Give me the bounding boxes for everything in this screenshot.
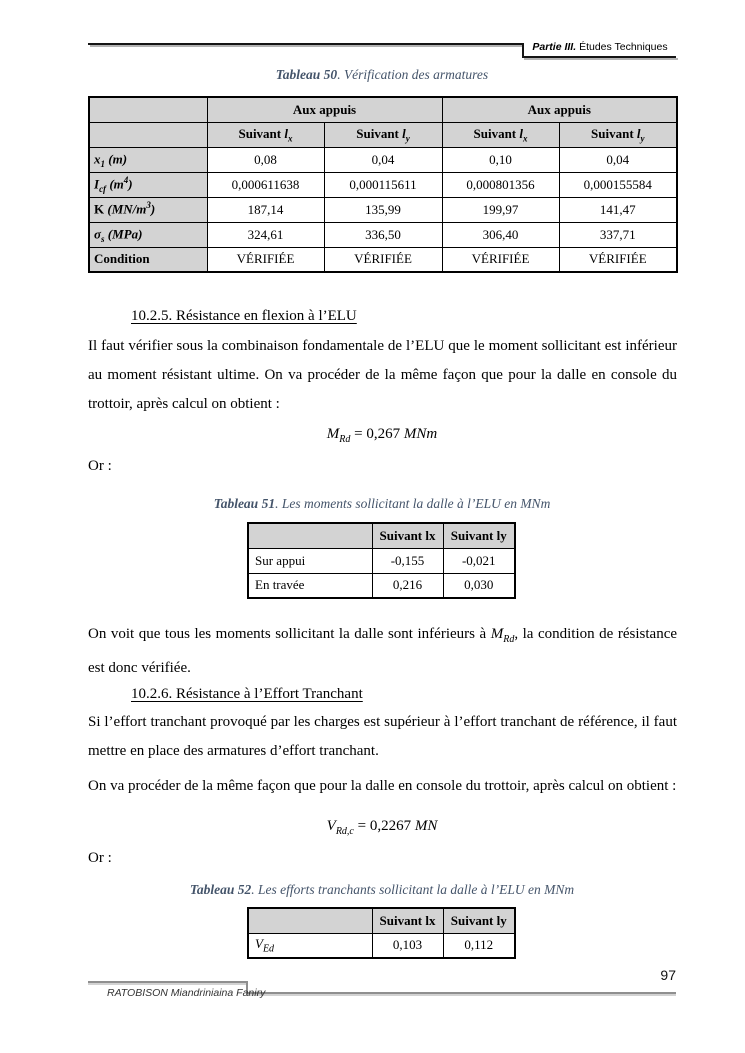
cell-value: 306,40: [442, 222, 559, 247]
paragraph: On voit que tous les moments sollicitant la dalle sont inférieurs à $M_{Rd}$, la condition de résistance est donc vérifiée.: [88, 626, 678, 676]
cell-value: 0,030: [443, 573, 515, 598]
table-row: [89, 222, 677, 247]
table-row: [89, 147, 677, 172]
footer-rule-right: [246, 992, 676, 994]
row-label: $I_{cf}$ $(m^4)$: [89, 172, 207, 197]
or-label: Or :: [88, 458, 112, 474]
cell-value: 0,08: [207, 147, 324, 172]
footer-author: RATOBISON Miandriniaina Faniry: [107, 987, 266, 999]
section-heading-1026: 10.2.6. Résistance à l’Effort Tranchant: [131, 686, 363, 702]
or-label: Or :: [88, 850, 112, 866]
section-heading-1025: 10.2.5. Résistance en flexion à l’ELU: [131, 308, 357, 324]
cell-value: 0,103: [372, 933, 443, 958]
table-row: [248, 933, 515, 958]
row-label: Sur appui: [248, 548, 372, 573]
table-row: [89, 172, 677, 197]
paragraph: Si l’effort tranchant provoqué par les charges est supérieur à l’effort tranchant de référence, il faut mettre en place des armatures d’effort tranchant.: [88, 714, 677, 759]
corner-cell: [89, 122, 207, 147]
page-number: 97: [660, 967, 676, 983]
cell-value: 187,14: [207, 197, 324, 222]
cell-value: 336,50: [324, 222, 442, 247]
cell-value: 0,000115611: [324, 172, 442, 197]
table-row: [248, 548, 515, 573]
cell-value: VÉRIFIÉE: [442, 247, 559, 272]
col-header: Suivant ly: [443, 523, 515, 548]
col-header: Suivant $l_y$: [324, 122, 442, 147]
table50-caption: Tableau 50. Vérification des armatures: [275, 67, 489, 82]
col-header: Suivant ly: [443, 908, 515, 933]
header-rule-left: [88, 43, 522, 45]
table52-caption: Tableau 52. Les efforts tranchants sollicitant la dalle à l’ELU en MNm: [189, 882, 575, 897]
cell-value: 0,112: [443, 933, 515, 958]
col-header: Suivant $l_x$: [207, 122, 324, 147]
page-header: [524, 41, 676, 53]
cell-value: VÉRIFIÉE: [559, 247, 677, 272]
table-row: [248, 523, 515, 548]
row-label: $V_{Ed}$: [248, 933, 372, 958]
table-row: [89, 197, 677, 222]
cell-value: VÉRIFIÉE: [207, 247, 324, 272]
row-label: $x_1$ (m): [89, 147, 207, 172]
col-header: Suivant lx: [372, 908, 443, 933]
cell-value: -0,021: [443, 548, 515, 573]
col-header: Suivant lx: [372, 523, 443, 548]
formula-mrd: $M_{Rd} = 0,267$ MNm: [326, 426, 438, 445]
group-header: Aux appuis: [442, 97, 677, 122]
inline-math-mrd: $M_{Rd}$: [490, 626, 515, 645]
cell-value: 135,99: [324, 197, 442, 222]
row-label: Condition: [89, 247, 207, 272]
cell-value: 0,000155584: [559, 172, 677, 197]
cell-value: 324,61: [207, 222, 324, 247]
row-label: En travée: [248, 573, 372, 598]
cell-value: -0,155: [372, 548, 443, 573]
paragraph: On va procéder de la même façon que pour la dalle en console du trottoir, après calcul on obtient :: [88, 778, 677, 794]
table-row: [89, 97, 677, 122]
header-part-title: Études Techniques: [576, 41, 668, 53]
col-header: Suivant $l_y$: [559, 122, 677, 147]
cell-value: 0,04: [559, 147, 677, 172]
table-row: [248, 908, 515, 933]
cell-value: 0,000611638: [207, 172, 324, 197]
group-header: Aux appuis: [207, 97, 442, 122]
table-row: [89, 122, 677, 147]
cell-value: 199,97: [442, 197, 559, 222]
table-efforts-tranchants: [247, 907, 516, 959]
cell-value: 0,000801356: [442, 172, 559, 197]
corner-cell: [89, 97, 207, 122]
cell-value: 337,71: [559, 222, 677, 247]
cell-value: 0,04: [324, 147, 442, 172]
cell-value: 141,47: [559, 197, 677, 222]
header-rule-right: [522, 56, 676, 58]
corner-cell: [248, 523, 372, 548]
formula-vrd: $V_{Rd,c} = 0,2267$ MN: [326, 818, 438, 837]
table-row: [248, 573, 515, 598]
footer-rule-left: [88, 981, 248, 983]
col-header: Suivant $l_x$: [442, 122, 559, 147]
row-label: K $(MN/m^3)$: [89, 197, 207, 222]
cell-value: 0,10: [442, 147, 559, 172]
table-row: [89, 247, 677, 272]
paragraph: Il faut vérifier sous la combinaison fondamentale de l’ELU que le moment sollicitant est inférieur au moment résistant ultime. On va procéder de la même façon que pour la dalle en console du trottoir, après calcul on obtient :: [88, 338, 677, 412]
header-part-label: Partie III.: [532, 41, 577, 53]
table-moments-elu: [247, 522, 516, 599]
table-verification-armatures: [88, 96, 678, 273]
cell-value: 0,216: [372, 573, 443, 598]
row-label: $\sigma_s$ (MPa): [89, 222, 207, 247]
cell-value: VÉRIFIÉE: [324, 247, 442, 272]
table51-caption: Tableau 51. Les moments sollicitant la dalle à l’ELU en MNm: [213, 496, 551, 511]
corner-cell: [248, 908, 372, 933]
